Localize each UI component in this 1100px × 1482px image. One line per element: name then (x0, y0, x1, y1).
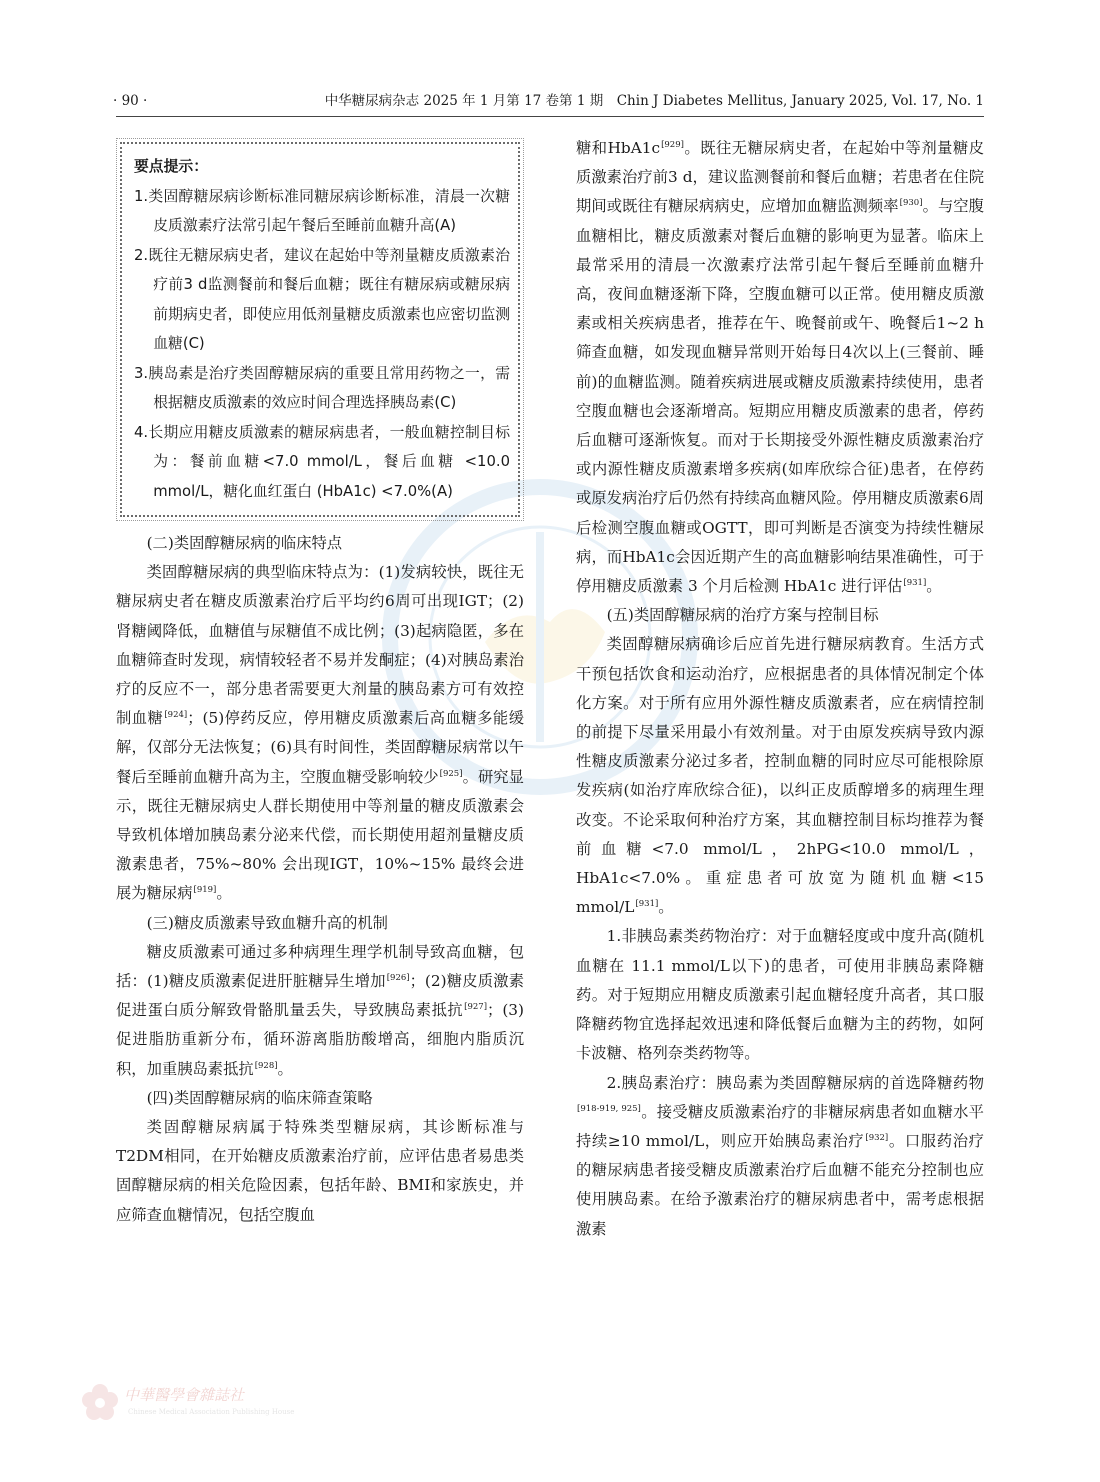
section-heading-clinical-features: (二)类固醇糖尿病的临床特点 (146, 534, 343, 552)
citation-ref: [924] (164, 710, 188, 721)
keypoint-item-2: 2.既往无糖尿病史者，建议在起始中等剂量糖皮质激素治疗前3 d监测餐前和餐后血糖；既往有糖尿病或糖尿病前期病史者，即使应用低剂量糖皮质激素也应密切监测血糖(C) (134, 246, 510, 352)
journal-citation: 中华糖尿病杂志 2025 年 1 月第 17 卷第 1 期 Chin J Diabetes Mellitus, January 2025, Vol. 17, No. 1 (324, 93, 984, 109)
keypoint-item-3: 3.胰岛素是治疗类固醇糖尿病的重要且常用药物之一，需根据糖皮质激素的效应时间合理选择胰岛素(C) (134, 364, 510, 411)
citation-ref: [918-919, 925] (577, 1103, 641, 1114)
paragraph-screening: 类固醇糖尿病属于特殊类型糖尿病，其诊断标准与T2DM相同，在开始糖皮质激素治疗前，应评估患者易患类固醇糖尿病的相关危险因素，包括年龄、BMI和家族史，并应筛查血糖情况，包括空腹血 (116, 1118, 524, 1224)
citation-ref: [931] (903, 578, 927, 589)
publisher-name: 中華醫學會雜誌社 (124, 1386, 245, 1404)
running-header (113, 90, 984, 112)
keypoint-item-1: 1.类固醇糖尿病诊断标准同糖尿病诊断标准，清晨一次糖皮质激素疗法常引起午餐后至睡前血糖升高(A) (134, 187, 510, 234)
section-heading-mechanism: (三)糖皮质激素导致血糖升高的机制 (146, 913, 388, 932)
citation-ref: [925] (439, 768, 463, 779)
paragraph-insulin-therapy: 2.胰岛素治疗：胰岛素为类固醇糖尿病的首选降糖药物[918-919, 925]。接受糖皮质激素治疗的非糖尿病患者如血糖水平持续≥10 mmol/L，则应开始胰岛素治疗[932]。口服药治疗的糖尿病患者接受糖皮质激素治疗后血糖不能充分控制也应使用胰岛素。在给予激素治疗的糖尿病患者中，需考虑根据激素 (576, 1073, 984, 1238)
publisher-watermark (80, 1382, 295, 1426)
paragraph-clinical-features: 类固醇糖尿病的典型临床特点为：(1)发病较快，既往无糖尿病史者在糖皮质激素治疗后平均约6周可出现IGT；(2)肾糖阈降低，血糖值与尿糖值不成比例；(3)起病隐匿，多在血糖筛查时发现，病情较轻者不易并发酮症；(4)对胰岛素治疗的反应不一，部分患者需要更大剂量的胰岛素方可有效控制血糖[924]；(5)停药反应，停用糖皮质激素后高血糖多能缓解，仅部分无法恢复；(6)具有时间性，类固醇糖尿病常以午餐后至睡前血糖升高为主，空腹血糖受影响较少[925]。研究显示，既往无糖尿病史人群长期使用中等剂量的糖皮质激素会导致机体增加胰岛素分泌来代偿，而长期使用超剂量糖皮质激素患者，75%~80% 会出现IGT，10%~15% 最终会进展为糖尿病[919]。 (116, 563, 524, 903)
section-heading-treatment: (五)类固醇糖尿病的治疗方案与控制目标 (606, 606, 879, 625)
keypoints-title: 要点提示： (134, 158, 208, 175)
citation-ref: [930] (899, 198, 923, 209)
left-column (116, 134, 524, 1230)
citation-ref: [928] (254, 1060, 278, 1071)
keypoints-box (120, 142, 520, 517)
citation-ref: [919] (193, 885, 217, 896)
paragraph-mechanism: 糖皮质激素可通过多种病理生理学机制导致高血糖，包括：(1)糖皮质激素促进肝脏糖异生增加[926]；(2)糖皮质激素促进蛋白质分解致骨骼肌量丢失，导致胰岛素抵抗[927]；(3)促进脂肪重新分布，循环游离脂肪酸增高，细胞内脂质沉积，加重胰岛素抵抗[928]。 (116, 942, 524, 1078)
flower-logo-icon (80, 1382, 120, 1422)
header-rule (116, 116, 984, 117)
citation-ref: [927] (464, 1002, 488, 1013)
citation-ref: [932] (865, 1132, 889, 1143)
paragraph-non-insulin-therapy: 1.非胰岛素类药物治疗：对于血糖轻度或中度升高(随机血糖在 11.1 mmol/L以下)的患者，可使用非胰岛素降糖药。对于短期应用糖皮质激素引起血糖轻度升高者，其口服降糖药物宜选择起效迅速和降低餐后血糖为主的药物，如阿卡波糖、格列奈类药物等。 (576, 927, 984, 1063)
citation-ref: [926] (386, 973, 410, 984)
paragraph-treatment: 类固醇糖尿病确诊后应首先进行糖尿病教育。生活方式干预包括饮食和运动治疗，应根据患者的具体情况制定个体化方案。对于所有应用外源性糖皮质激素者，应在病情控制的前提下尽量采用最小有效剂量。对于由原发疾病导致内源性糖皮质激素分泌过多者，控制血糖的同时应尽可能根除原发疾病(如治疗库欣综合征)，以纠正皮质醇增多的病理生理改变。不论采取何种治疗方案，其血糖控制目标均推荐为餐前血糖<7.0 mmol/L，2hPG<10.0 mmol/L，HbA1c<7.0%。重症患者可放宽为随机血糖<15 mmol/L[931]。 (576, 635, 984, 917)
citation-ref: [931] (635, 899, 659, 910)
keypoint-item-4: 4.长期应用糖皮质激素的糖尿病患者，一般血糖控制目标为：餐前血糖<7.0 mmol/L，餐后血糖 <10.0 mmol/L，糖化血红蛋白 (HbA1c) <7.0%(A) (134, 423, 510, 500)
citation-ref: [929] (661, 140, 684, 150)
page-number: · 90 · (113, 93, 148, 109)
right-column (576, 134, 984, 1244)
paragraph-screening-continued: 糖和HbA1c[929]。既往无糖尿病史者，在起始中等剂量糖皮质激素治疗前3 d，建议监测餐前和餐后血糖；若患者在住院期间或既往有糖尿病病史，应增加血糖监测频率[930]。与空腹血糖相比，糖皮质激素对餐后血糖的影响更为显著。临床上最常采用的清晨一次激素疗法常引起午餐后至睡前血糖升高，夜间血糖逐渐下降，空腹血糖可以正常。使用糖皮质激素或相关疾病患者，推荐在午、晚餐前或午、晚餐后1~2 h筛查血糖，如发现血糖异常则开始每日4次以上(三餐前、睡前)的血糖监测。随着疾病进展或糖皮质激素持续使用，患者空腹血糖也会逐渐增高。短期应用糖皮质激素的患者，停药后血糖可逐渐恢复。而对于长期接受外源性糖皮质激素治疗或内源性糖皮质激素增多疾病(如库欣综合征)患者，在停药或原发病治疗后仍然有持续高血糖风险。停用糖皮质激素6周后检测空腹血糖或OGTT，即可判断是否演变为持续性糖尿病，而HbA1c会因近期产生的高血糖影响结果准确性，可于停用糖皮质激素 3 个月后检测 HbA1c 进行评估[931]。 (576, 139, 984, 596)
publisher-name-en: Chinese Medical Association Publishing House (128, 1408, 295, 1416)
section-heading-screening: (四)类固醇糖尿病的临床筛查策略 (146, 1088, 373, 1107)
